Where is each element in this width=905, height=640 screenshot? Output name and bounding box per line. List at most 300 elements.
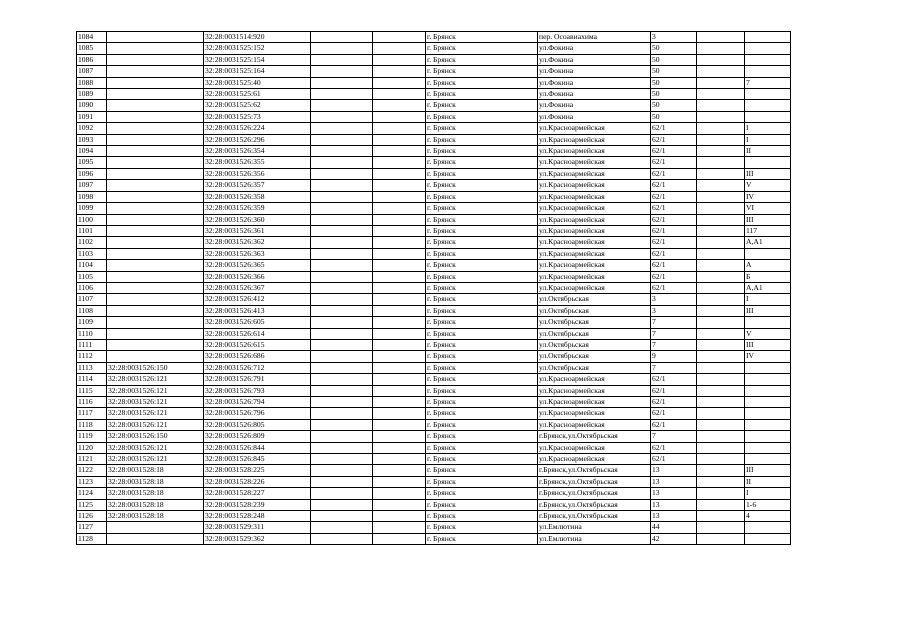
row-number-cell: 1113 xyxy=(77,362,107,373)
city-cell: г. Брянск xyxy=(426,237,538,248)
parent-cadastral-cell: 32:28:0031526:121 xyxy=(107,408,204,419)
premises-cell xyxy=(745,385,791,396)
house-number-cell: 62/1 xyxy=(651,225,697,236)
house-number-cell: 62/1 xyxy=(651,237,697,248)
city-cell: г. Брянск xyxy=(426,317,538,328)
city-cell: г. Брянск xyxy=(426,271,538,282)
street-cell: ул.Красноармейская xyxy=(538,191,651,202)
premises-cell xyxy=(745,362,791,373)
cadastral-number-cell: 32:28:0031526:367 xyxy=(204,282,311,293)
row-number-cell: 1109 xyxy=(77,317,107,328)
empty-cell xyxy=(697,317,745,328)
cadastral-number-cell: 32:28:0031526:296 xyxy=(204,134,311,145)
table-row xyxy=(77,328,791,339)
cadastral-number-cell: 32:28:0031526:614 xyxy=(204,328,311,339)
empty-cell xyxy=(697,237,745,248)
city-cell: г. Брянск xyxy=(426,511,538,522)
premises-cell: V xyxy=(745,328,791,339)
city-cell: г. Брянск xyxy=(426,408,538,419)
street-cell: ул.Красноармейская xyxy=(538,454,651,465)
street-cell: ул.Красноармейская xyxy=(538,225,651,236)
empty-cell xyxy=(373,123,426,134)
cadastral-number-cell: 32:28:0031525:40 xyxy=(204,77,311,88)
table-row xyxy=(77,465,791,476)
premises-cell: Б xyxy=(745,271,791,282)
empty-cell xyxy=(311,431,373,442)
street-cell: г.Брянск,ул.Октябрьская xyxy=(538,499,651,510)
empty-cell xyxy=(697,146,745,157)
premises-cell: А xyxy=(745,260,791,271)
house-number-cell: 62/1 xyxy=(651,180,697,191)
house-number-cell: 7 xyxy=(651,317,697,328)
parent-cadastral-cell xyxy=(107,100,204,111)
empty-cell xyxy=(311,203,373,214)
premises-cell xyxy=(745,442,791,453)
city-cell: г. Брянск xyxy=(426,351,538,362)
city-cell: г. Брянск xyxy=(426,533,538,544)
empty-cell xyxy=(697,454,745,465)
city-cell: г. Брянск xyxy=(426,374,538,385)
house-number-cell: 62/1 xyxy=(651,248,697,259)
parent-cadastral-cell xyxy=(107,123,204,134)
empty-cell xyxy=(311,374,373,385)
premises-cell xyxy=(745,54,791,65)
cadastral-number-cell: 32:28:0031526:354 xyxy=(204,146,311,157)
cadastral-number-cell: 32:28:0031526:686 xyxy=(204,351,311,362)
street-cell: ул.Красноармейская xyxy=(538,385,651,396)
city-cell: г. Брянск xyxy=(426,488,538,499)
empty-cell xyxy=(697,66,745,77)
parent-cadastral-cell xyxy=(107,237,204,248)
empty-cell xyxy=(697,214,745,225)
city-cell: г. Брянск xyxy=(426,282,538,293)
empty-cell xyxy=(373,305,426,316)
empty-cell xyxy=(697,32,745,43)
parent-cadastral-cell xyxy=(107,168,204,179)
empty-cell xyxy=(697,294,745,305)
house-number-cell: 62/1 xyxy=(651,146,697,157)
empty-cell xyxy=(311,282,373,293)
empty-cell xyxy=(373,465,426,476)
empty-cell xyxy=(373,294,426,305)
empty-cell xyxy=(311,454,373,465)
table-row xyxy=(77,374,791,385)
cadastral-number-cell: 32:28:0031526:358 xyxy=(204,191,311,202)
table-row xyxy=(77,168,791,179)
city-cell: г. Брянск xyxy=(426,499,538,510)
empty-cell xyxy=(373,66,426,77)
empty-cell xyxy=(311,237,373,248)
table-row xyxy=(77,260,791,271)
street-cell: ул.Красноармейская xyxy=(538,248,651,259)
parent-cadastral-cell: 32:28:0031528:18 xyxy=(107,511,204,522)
row-number-cell: 1126 xyxy=(77,511,107,522)
city-cell: г. Брянск xyxy=(426,214,538,225)
empty-cell xyxy=(311,260,373,271)
house-number-cell: 62/1 xyxy=(651,157,697,168)
row-number-cell: 1089 xyxy=(77,89,107,100)
city-cell: г. Брянск xyxy=(426,43,538,54)
city-cell: г. Брянск xyxy=(426,339,538,350)
empty-cell xyxy=(311,111,373,122)
city-cell: г. Брянск xyxy=(426,157,538,168)
parent-cadastral-cell xyxy=(107,533,204,544)
empty-cell xyxy=(697,134,745,145)
parent-cadastral-cell: 32:28:0031528:18 xyxy=(107,499,204,510)
empty-cell xyxy=(697,111,745,122)
row-number-cell: 1114 xyxy=(77,374,107,385)
empty-cell xyxy=(311,214,373,225)
empty-cell xyxy=(311,43,373,54)
empty-cell xyxy=(373,522,426,533)
parent-cadastral-cell xyxy=(107,317,204,328)
house-number-cell: 62/1 xyxy=(651,214,697,225)
house-number-cell: 50 xyxy=(651,54,697,65)
cadastral-number-cell: 32:28:0031526:357 xyxy=(204,180,311,191)
premises-cell xyxy=(745,66,791,77)
parent-cadastral-cell xyxy=(107,134,204,145)
house-number-cell: 13 xyxy=(651,476,697,487)
empty-cell xyxy=(697,305,745,316)
empty-cell xyxy=(311,465,373,476)
row-number-cell: 1094 xyxy=(77,146,107,157)
city-cell: г. Брянск xyxy=(426,66,538,77)
cadastral-number-cell: 32:28:0031526:805 xyxy=(204,419,311,430)
city-cell: г. Брянск xyxy=(426,305,538,316)
empty-cell xyxy=(697,100,745,111)
cadastral-number-cell: 32:28:0031526:360 xyxy=(204,214,311,225)
table-row xyxy=(77,431,791,442)
street-cell: ул.Октябрьская xyxy=(538,328,651,339)
table-row xyxy=(77,511,791,522)
premises-cell: I xyxy=(745,123,791,134)
premises-cell: V xyxy=(745,180,791,191)
street-cell: ул.Красноармейская xyxy=(538,123,651,134)
table-row xyxy=(77,54,791,65)
empty-cell xyxy=(311,66,373,77)
house-number-cell: 62/1 xyxy=(651,282,697,293)
cadastral-number-cell: 32:28:0031526:791 xyxy=(204,374,311,385)
row-number-cell: 1119 xyxy=(77,431,107,442)
empty-cell xyxy=(311,442,373,453)
table-row xyxy=(77,499,791,510)
empty-cell xyxy=(373,271,426,282)
premises-cell xyxy=(745,317,791,328)
empty-cell xyxy=(373,203,426,214)
parent-cadastral-cell: 32:28:0031526:121 xyxy=(107,419,204,430)
row-number-cell: 1090 xyxy=(77,100,107,111)
cadastral-number-cell: 32:28:0031526:809 xyxy=(204,431,311,442)
street-cell: ул.Красноармейская xyxy=(538,282,651,293)
premises-cell: VI xyxy=(745,203,791,214)
cadastral-number-cell: 32:28:0031514:920 xyxy=(204,32,311,43)
empty-cell xyxy=(373,134,426,145)
street-cell: ул.Красноармейская xyxy=(538,408,651,419)
empty-cell xyxy=(373,111,426,122)
table-row xyxy=(77,282,791,293)
house-number-cell: 50 xyxy=(651,77,697,88)
empty-cell xyxy=(311,146,373,157)
street-cell: ул.Красноармейская xyxy=(538,214,651,225)
house-number-cell: 9 xyxy=(651,351,697,362)
table-row xyxy=(77,271,791,282)
parent-cadastral-cell xyxy=(107,339,204,350)
parent-cadastral-cell xyxy=(107,191,204,202)
row-number-cell: 1096 xyxy=(77,168,107,179)
street-cell: ул.Красноармейская xyxy=(538,146,651,157)
house-number-cell: 50 xyxy=(651,100,697,111)
empty-cell xyxy=(697,476,745,487)
premises-cell: III xyxy=(745,305,791,316)
city-cell: г. Брянск xyxy=(426,419,538,430)
city-cell: г. Брянск xyxy=(426,522,538,533)
empty-cell xyxy=(311,157,373,168)
empty-cell xyxy=(697,168,745,179)
empty-cell xyxy=(373,157,426,168)
empty-cell xyxy=(373,362,426,373)
cadastral-number-cell: 32:28:0031526:365 xyxy=(204,260,311,271)
street-cell: ул.Фокина xyxy=(538,66,651,77)
street-cell: ул.Фокина xyxy=(538,111,651,122)
city-cell: г. Брянск xyxy=(426,32,538,43)
premises-cell: III xyxy=(745,214,791,225)
street-cell: ул.Красноармейская xyxy=(538,157,651,168)
empty-cell xyxy=(697,203,745,214)
street-cell: ул.Красноармейская xyxy=(538,180,651,191)
premises-cell: III xyxy=(745,168,791,179)
city-cell: г. Брянск xyxy=(426,294,538,305)
row-number-cell: 1093 xyxy=(77,134,107,145)
premises-cell xyxy=(745,408,791,419)
house-number-cell: 13 xyxy=(651,511,697,522)
row-number-cell: 1116 xyxy=(77,397,107,408)
cadastral-number-cell: 32:28:0031528:226 xyxy=(204,476,311,487)
table-row xyxy=(77,488,791,499)
street-cell: ул.Красноармейская xyxy=(538,442,651,453)
row-number-cell: 1098 xyxy=(77,191,107,202)
cadastral-number-cell: 32:28:0031526:355 xyxy=(204,157,311,168)
empty-cell xyxy=(373,374,426,385)
cadastral-number-cell: 32:28:0031525:62 xyxy=(204,100,311,111)
premises-cell: 1-6 xyxy=(745,499,791,510)
street-cell: ул.Фокина xyxy=(538,43,651,54)
city-cell: г. Брянск xyxy=(426,146,538,157)
cadastral-number-cell: 32:28:0031526:794 xyxy=(204,397,311,408)
table-body xyxy=(77,32,791,545)
premises-cell xyxy=(745,100,791,111)
empty-cell xyxy=(373,214,426,225)
city-cell: г. Брянск xyxy=(426,476,538,487)
premises-cell: 4 xyxy=(745,511,791,522)
row-number-cell: 1112 xyxy=(77,351,107,362)
empty-cell xyxy=(311,499,373,510)
premises-cell xyxy=(745,43,791,54)
parent-cadastral-cell xyxy=(107,214,204,225)
city-cell: г. Брянск xyxy=(426,397,538,408)
empty-cell xyxy=(373,454,426,465)
empty-cell xyxy=(373,385,426,396)
empty-cell xyxy=(373,488,426,499)
empty-cell xyxy=(373,533,426,544)
premises-cell: II xyxy=(745,146,791,157)
premises-cell: I xyxy=(745,488,791,499)
house-number-cell: 42 xyxy=(651,533,697,544)
parent-cadastral-cell xyxy=(107,305,204,316)
table-row xyxy=(77,476,791,487)
parent-cadastral-cell xyxy=(107,157,204,168)
premises-cell: III xyxy=(745,465,791,476)
empty-cell xyxy=(697,123,745,134)
parent-cadastral-cell xyxy=(107,522,204,533)
parent-cadastral-cell xyxy=(107,328,204,339)
premises-cell xyxy=(745,533,791,544)
house-number-cell: 62/1 xyxy=(651,385,697,396)
empty-cell xyxy=(373,476,426,487)
row-number-cell: 1102 xyxy=(77,237,107,248)
table-row xyxy=(77,305,791,316)
premises-cell xyxy=(745,431,791,442)
table-row xyxy=(77,225,791,236)
table-row xyxy=(77,362,791,373)
empty-cell xyxy=(311,54,373,65)
empty-cell xyxy=(697,282,745,293)
empty-cell xyxy=(373,511,426,522)
premises-cell xyxy=(745,157,791,168)
house-number-cell: 62/1 xyxy=(651,454,697,465)
row-number-cell: 1115 xyxy=(77,385,107,396)
street-cell: ул.Октябрьская xyxy=(538,339,651,350)
cadastral-number-cell: 32:28:0031526:363 xyxy=(204,248,311,259)
empty-cell xyxy=(373,260,426,271)
empty-cell xyxy=(373,54,426,65)
empty-cell xyxy=(311,328,373,339)
row-number-cell: 1108 xyxy=(77,305,107,316)
empty-cell xyxy=(373,168,426,179)
premises-cell xyxy=(745,419,791,430)
house-number-cell: 7 xyxy=(651,339,697,350)
premises-cell xyxy=(745,111,791,122)
cadastral-number-cell: 32:28:0031526:361 xyxy=(204,225,311,236)
street-cell: г.Брянск,ул.Октябрьская xyxy=(538,431,651,442)
empty-cell xyxy=(373,431,426,442)
premises-cell xyxy=(745,32,791,43)
row-number-cell: 1117 xyxy=(77,408,107,419)
parent-cadastral-cell: 32:28:0031526:121 xyxy=(107,385,204,396)
cadastral-number-cell: 32:28:0031528:239 xyxy=(204,499,311,510)
empty-cell xyxy=(311,77,373,88)
empty-cell xyxy=(311,89,373,100)
street-cell: ул.Красноармейская xyxy=(538,134,651,145)
street-cell: ул.Красноармейская xyxy=(538,374,651,385)
cadastral-number-cell: 32:28:0031526:615 xyxy=(204,339,311,350)
row-number-cell: 1097 xyxy=(77,180,107,191)
cadastral-number-cell: 32:28:0031526:359 xyxy=(204,203,311,214)
empty-cell xyxy=(697,431,745,442)
premises-cell xyxy=(745,248,791,259)
premises-cell: I xyxy=(745,134,791,145)
row-number-cell: 1122 xyxy=(77,465,107,476)
premises-cell xyxy=(745,397,791,408)
table-row xyxy=(77,385,791,396)
parent-cadastral-cell xyxy=(107,89,204,100)
cadastral-number-cell: 32:28:0031525:164 xyxy=(204,66,311,77)
empty-cell xyxy=(373,237,426,248)
house-number-cell: 3 xyxy=(651,305,697,316)
premises-cell: 117 xyxy=(745,225,791,236)
empty-cell xyxy=(311,317,373,328)
table-row xyxy=(77,134,791,145)
empty-cell xyxy=(373,328,426,339)
table-row xyxy=(77,237,791,248)
premises-cell: II xyxy=(745,476,791,487)
empty-cell xyxy=(373,89,426,100)
house-number-cell: 13 xyxy=(651,499,697,510)
street-cell: ул.Красноармейская xyxy=(538,419,651,430)
house-number-cell: 62/1 xyxy=(651,374,697,385)
street-cell: ул.Фокина xyxy=(538,77,651,88)
parent-cadastral-cell: 32:28:0031528:18 xyxy=(107,465,204,476)
city-cell: г. Брянск xyxy=(426,77,538,88)
house-number-cell: 62/1 xyxy=(651,191,697,202)
empty-cell xyxy=(311,248,373,259)
cadastral-number-cell: 32:28:0031525:61 xyxy=(204,89,311,100)
empty-cell xyxy=(373,397,426,408)
house-number-cell: 62/1 xyxy=(651,134,697,145)
house-number-cell: 62/1 xyxy=(651,203,697,214)
empty-cell xyxy=(311,362,373,373)
city-cell: г. Брянск xyxy=(426,54,538,65)
cadastral-number-cell: 32:28:0031529:362 xyxy=(204,533,311,544)
street-cell: пер. Осоавиахима xyxy=(538,32,651,43)
empty-cell xyxy=(311,351,373,362)
empty-cell xyxy=(311,123,373,134)
empty-cell xyxy=(311,305,373,316)
empty-cell xyxy=(697,54,745,65)
premises-cell xyxy=(745,89,791,100)
parent-cadastral-cell xyxy=(107,294,204,305)
city-cell: г. Брянск xyxy=(426,180,538,191)
parent-cadastral-cell xyxy=(107,111,204,122)
house-number-cell: 62/1 xyxy=(651,408,697,419)
parent-cadastral-cell xyxy=(107,260,204,271)
table-row xyxy=(77,111,791,122)
house-number-cell: 50 xyxy=(651,89,697,100)
row-number-cell: 1092 xyxy=(77,123,107,134)
table-row xyxy=(77,89,791,100)
table-row xyxy=(77,339,791,350)
premises-cell: А,А1 xyxy=(745,282,791,293)
row-number-cell: 1127 xyxy=(77,522,107,533)
row-number-cell: 1086 xyxy=(77,54,107,65)
empty-cell xyxy=(373,408,426,419)
registry-table xyxy=(76,31,791,545)
empty-cell xyxy=(373,180,426,191)
empty-cell xyxy=(311,397,373,408)
city-cell: г. Брянск xyxy=(426,191,538,202)
empty-cell xyxy=(311,271,373,282)
premises-cell: IV xyxy=(745,191,791,202)
house-number-cell: 7 xyxy=(651,431,697,442)
premises-cell: IV xyxy=(745,351,791,362)
city-cell: г. Брянск xyxy=(426,248,538,259)
table-row xyxy=(77,100,791,111)
cadastral-number-cell: 32:28:0031525:152 xyxy=(204,43,311,54)
table-row xyxy=(77,408,791,419)
empty-cell xyxy=(311,100,373,111)
table-row xyxy=(77,66,791,77)
empty-cell xyxy=(373,43,426,54)
city-cell: г. Брянск xyxy=(426,89,538,100)
